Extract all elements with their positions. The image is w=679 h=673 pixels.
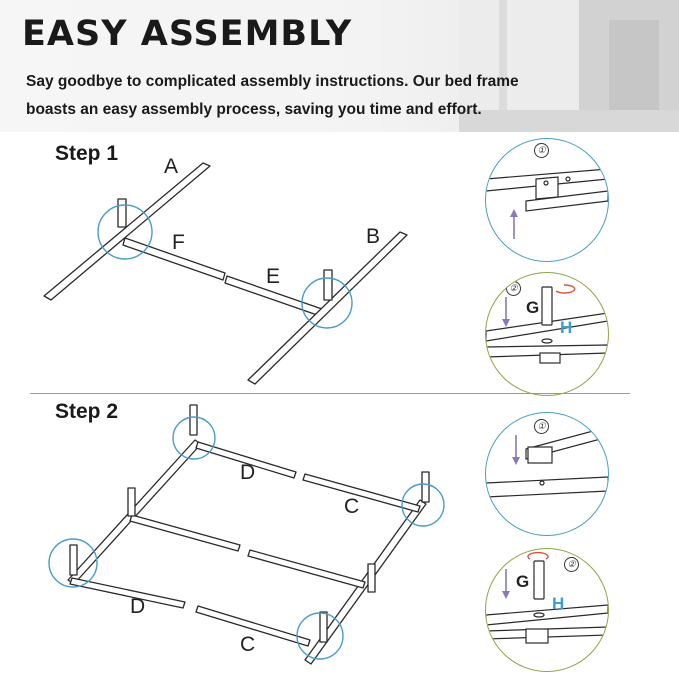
rail-middle xyxy=(248,550,365,588)
leg xyxy=(368,564,375,592)
part-label-b: B xyxy=(366,225,381,248)
part-label-c: C xyxy=(240,633,256,656)
rail-a xyxy=(44,163,210,300)
leg xyxy=(422,472,429,502)
leg xyxy=(190,405,197,435)
detail-step1-leg xyxy=(485,272,609,396)
detail-step2-joint xyxy=(485,412,609,536)
page-description: Say goodbye to complicated assembly instructions. Our bed frame boasts an easy assembly process, saving you time and effort. xyxy=(26,73,519,118)
leg xyxy=(128,488,135,516)
detail-number: ① xyxy=(534,419,549,434)
detail-number: ② xyxy=(506,281,521,296)
step-2-heading: Step 2 xyxy=(55,400,119,423)
detail-number: ① xyxy=(534,143,549,158)
part-label-c: C xyxy=(344,495,360,518)
detail-step1-joint xyxy=(485,138,609,262)
detail-illustration xyxy=(486,549,608,671)
part-label-d: D xyxy=(240,461,256,484)
part-label-d: D xyxy=(130,595,146,618)
step-1-heading: Step 1 xyxy=(55,142,119,165)
part-label-g: G xyxy=(526,298,540,317)
detail-illustration xyxy=(486,273,608,395)
part-label-e: E xyxy=(266,265,281,288)
leg xyxy=(324,270,332,300)
part-label-g: G xyxy=(516,572,530,591)
rail-b xyxy=(248,232,407,384)
leg xyxy=(118,199,126,227)
detail-illustration xyxy=(486,139,608,261)
part-label-h: H xyxy=(560,318,573,337)
page-title: EASY ASSEMBLY xyxy=(22,14,353,54)
detail-step2-leg xyxy=(485,548,609,672)
leg xyxy=(70,545,77,575)
detail-number: ② xyxy=(564,557,579,572)
part-label-a: A xyxy=(164,155,179,178)
leg xyxy=(320,612,327,642)
rail-middle xyxy=(130,515,240,551)
part-label-f: F xyxy=(172,231,185,254)
part-label-h: H xyxy=(552,594,565,613)
